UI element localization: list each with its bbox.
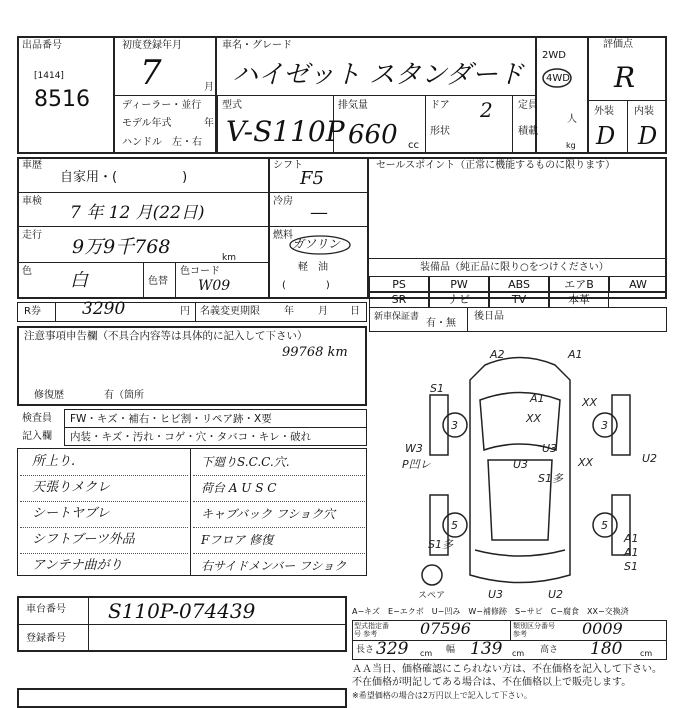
mark-u3-rear: U3 xyxy=(488,588,504,600)
capacity-unit: 人 xyxy=(567,114,577,125)
mark-w3: W3 xyxy=(405,442,423,455)
inspector-row2: 内装・キズ・汚れ・コゲ・穴・タバコ・キレ・破れ xyxy=(70,431,312,443)
ref-hgt-unit: cm xyxy=(640,649,653,658)
color-code-label: 色コード xyxy=(180,266,220,277)
equip-sr: SR xyxy=(369,291,429,308)
ref-type-value: 07596 xyxy=(420,619,471,638)
history-value: 自家用・( ) xyxy=(60,170,188,185)
mileage-value: 9万9千768 xyxy=(72,236,171,258)
type-value: V-S110P xyxy=(226,115,345,148)
color-change-label: 色替 xyxy=(148,276,168,287)
ref-len-unit: cm xyxy=(420,649,433,658)
mark-s1-many-left: S1多 xyxy=(428,538,453,551)
inspector-label1: 検査員 xyxy=(22,413,52,424)
damage-legend: A−キズ E−エクボ U−凹み W−補修跡 S−サビ C−腐食 XX−交換済 xyxy=(352,607,629,616)
mark-a1-rear-b: A1 xyxy=(624,546,639,559)
disp-value: 660 xyxy=(348,120,398,150)
dealer-label: ディーラー・並行 xyxy=(122,100,202,111)
remark-left-3: シートヤブレ xyxy=(20,502,188,528)
disp-label: 排気量 xyxy=(338,100,368,111)
remark-right-2: 荷台 A U S C xyxy=(193,476,365,502)
ref-class-value: 0009 xyxy=(582,619,623,638)
handle-label: ハンドル 左・右 xyxy=(122,137,202,148)
r-ticket-row xyxy=(17,299,367,322)
notes-mileage: 99768 km xyxy=(282,345,348,360)
equip-abs: ABS xyxy=(489,276,549,293)
equip-tv: TV xyxy=(489,291,549,308)
r-ticket-unit: 円 xyxy=(180,306,190,317)
repair-label: 修復歴 xyxy=(34,390,64,401)
chassis-value: S110P-074439 xyxy=(108,599,256,623)
mark-spare: スペア xyxy=(418,591,446,600)
first-reg-value: 7 xyxy=(140,53,162,93)
bottom-frame xyxy=(17,688,347,708)
first-reg-month-unit: 月 xyxy=(204,82,214,93)
mark-s1-left: S1 xyxy=(430,382,444,395)
score-value: R xyxy=(614,61,636,94)
ref-wid: 139 xyxy=(470,639,503,659)
mark-3-left: 3 xyxy=(451,419,458,432)
ext-label: 外装 xyxy=(594,106,614,117)
inspection-value: 7 年 12 月(22日) xyxy=(70,203,205,223)
mark-a1-hood: A1 xyxy=(530,392,545,405)
ref-wid-label: 幅 xyxy=(446,645,456,655)
disp-unit: cc xyxy=(408,140,419,151)
recycle-label: 後日品 xyxy=(474,311,504,322)
footer-line-1: ＡＡ当日、価格確認にこられない方は、不在価格を記入して下さい。 xyxy=(352,664,662,675)
model-year-unit: 年 xyxy=(204,118,214,129)
remark-right-1: 下廻りS.C.C.穴. xyxy=(193,450,365,476)
chassis-label: 車台番号 xyxy=(26,604,66,615)
ref-len: 329 xyxy=(376,639,409,659)
equip-empty xyxy=(609,291,667,293)
equip-leather: 本革 xyxy=(549,291,609,308)
equipment-label: 装備品（純正品に限り○をつけください） xyxy=(420,262,609,273)
color-label: 色 xyxy=(22,266,32,277)
model-year-label: モデル年式 xyxy=(122,118,172,129)
mileage-unit: km xyxy=(222,253,236,263)
drive-2wd: 2WD xyxy=(542,50,566,61)
lot-number: 8516 xyxy=(34,87,90,112)
capacity-label: 定員 xyxy=(518,100,538,111)
score-label: 評価点 xyxy=(603,39,633,50)
fuel-alt: 軽 油 xyxy=(298,262,328,273)
mark-p-dent: P凹レ xyxy=(402,458,431,471)
ref-hgt-label: 高さ xyxy=(540,645,559,655)
mark-s1-rear: S1 xyxy=(624,560,638,573)
remarks-left xyxy=(20,450,188,579)
remark-right-3: キャブバック フショク穴 xyxy=(193,502,365,528)
door-label: ドア xyxy=(430,100,450,111)
shift-value: F5 xyxy=(300,168,324,189)
mark-a1-rear-a: A1 xyxy=(624,532,639,545)
load-label: 積載 xyxy=(518,126,538,137)
r-ticket-value: 3290 xyxy=(82,299,126,319)
name-change-label: 名義変更期限 xyxy=(200,306,260,317)
remark-left-5: アンテナ曲がり xyxy=(32,558,123,573)
name-change-year: 年 xyxy=(284,306,294,317)
mark-s1-many: S1多 xyxy=(538,472,563,485)
aircon-value: — xyxy=(310,202,328,223)
lot-code: [1414] xyxy=(34,71,64,81)
fuel-paren: ( ) xyxy=(282,280,330,291)
inspector-row1: FW・キズ・補右・ヒビ割・リペア跡・X要 xyxy=(70,413,272,425)
drive-4wd: 4WD xyxy=(546,73,570,84)
equip-ps: PS xyxy=(369,276,429,293)
warranty-label: 新車保証書 xyxy=(374,312,420,322)
mark-a1-top: A1 xyxy=(568,348,583,361)
fuel-label: 燃料 xyxy=(273,230,293,241)
car-outline xyxy=(422,358,630,586)
fuel-circle-mark xyxy=(288,234,352,256)
name-change-day: 日 xyxy=(350,306,360,317)
int-score: D xyxy=(638,122,658,150)
shift-label: シフト xyxy=(273,160,303,171)
remark-left-2: 天張りメクレ xyxy=(20,476,188,502)
aircon-label: 冷房 xyxy=(273,196,293,207)
footer-line-2: 不在価格が明記してある場合は、不在価格以上で販売します。 xyxy=(352,677,632,688)
door-value: 2 xyxy=(480,98,493,122)
mark-a2: A2 xyxy=(490,348,505,361)
mark-5-right: 5 xyxy=(601,519,608,532)
history-label: 車歴 xyxy=(22,160,42,171)
equip-pw: PW xyxy=(429,276,489,293)
int-label: 内装 xyxy=(634,106,654,117)
equip-aw: AW xyxy=(609,276,667,293)
mark-3-right: 3 xyxy=(601,419,608,432)
equipment-grid xyxy=(369,276,667,306)
load-unit: kg xyxy=(566,141,576,150)
mark-u2-rear: U2 xyxy=(548,588,564,600)
remark-left-4: シフトブーツ外品 xyxy=(20,528,188,554)
mark-u3-b: U3 xyxy=(542,442,558,455)
inspector-label2: 記入欄 xyxy=(22,431,52,442)
mark-xx-right: XX xyxy=(582,396,598,409)
mileage-label: 走行 xyxy=(22,230,42,241)
mark-5-left: 5 xyxy=(451,519,458,532)
car-damage-diagram xyxy=(370,340,670,600)
ext-score: D xyxy=(596,122,616,150)
ref-wid-unit: cm xyxy=(512,649,525,658)
color-value: 白 xyxy=(70,270,88,291)
equip-navi: ナビ xyxy=(429,291,489,308)
shape-label: 形状 xyxy=(430,126,450,137)
first-reg-label: 初度登録年月 xyxy=(122,40,182,51)
car-name-label: 車名・グレード xyxy=(222,40,292,51)
notes-label: 注意事項申告欄（不具合内容等は具体的に記入して下さい） xyxy=(24,330,308,342)
ref-len-label: 長さ xyxy=(356,645,375,655)
car-name-value: ハイゼット スタンダード xyxy=(232,60,524,90)
registration-label: 登録番号 xyxy=(26,633,66,644)
ref-class-label: 類別区分番号 参考 xyxy=(513,622,555,638)
remarks-right xyxy=(193,450,365,579)
fuel-value: ガソリン xyxy=(292,237,341,251)
remark-right-5: 右サイドメンバー フショク xyxy=(201,559,347,573)
mark-u3-a: U3 xyxy=(513,458,529,471)
mark-xx-hood: XX xyxy=(526,412,542,425)
footer-line-3: ※希望価格の場合は2万円以上で記入して下さい。 xyxy=(352,691,532,700)
lot-label: 出品番号 xyxy=(22,40,62,51)
equip-airbag: エアB xyxy=(549,276,609,293)
name-change-month: 月 xyxy=(318,306,328,317)
mark-xx-side: XX xyxy=(578,456,594,469)
remark-left-1: 所上り. xyxy=(20,450,188,476)
r-ticket-label: R券 xyxy=(24,306,41,317)
color-code-value: W09 xyxy=(198,278,231,294)
warranty-value: 有・無 xyxy=(426,318,456,329)
ref-hgt: 180 xyxy=(590,639,623,659)
type-label: 型式 xyxy=(222,100,242,111)
ref-type-label: 型式指定番号 参考 xyxy=(354,622,389,638)
inspection-label: 車検 xyxy=(22,196,42,207)
sales-points-label: セールスポイント（正常に機能するものに限ります） xyxy=(376,160,616,171)
drive-circle-mark xyxy=(541,67,573,89)
mark-u2-right: U2 xyxy=(642,452,658,465)
remark-right-4: Fフロア 修復 xyxy=(193,528,365,554)
repair-value: 有（箇所 xyxy=(104,390,144,401)
